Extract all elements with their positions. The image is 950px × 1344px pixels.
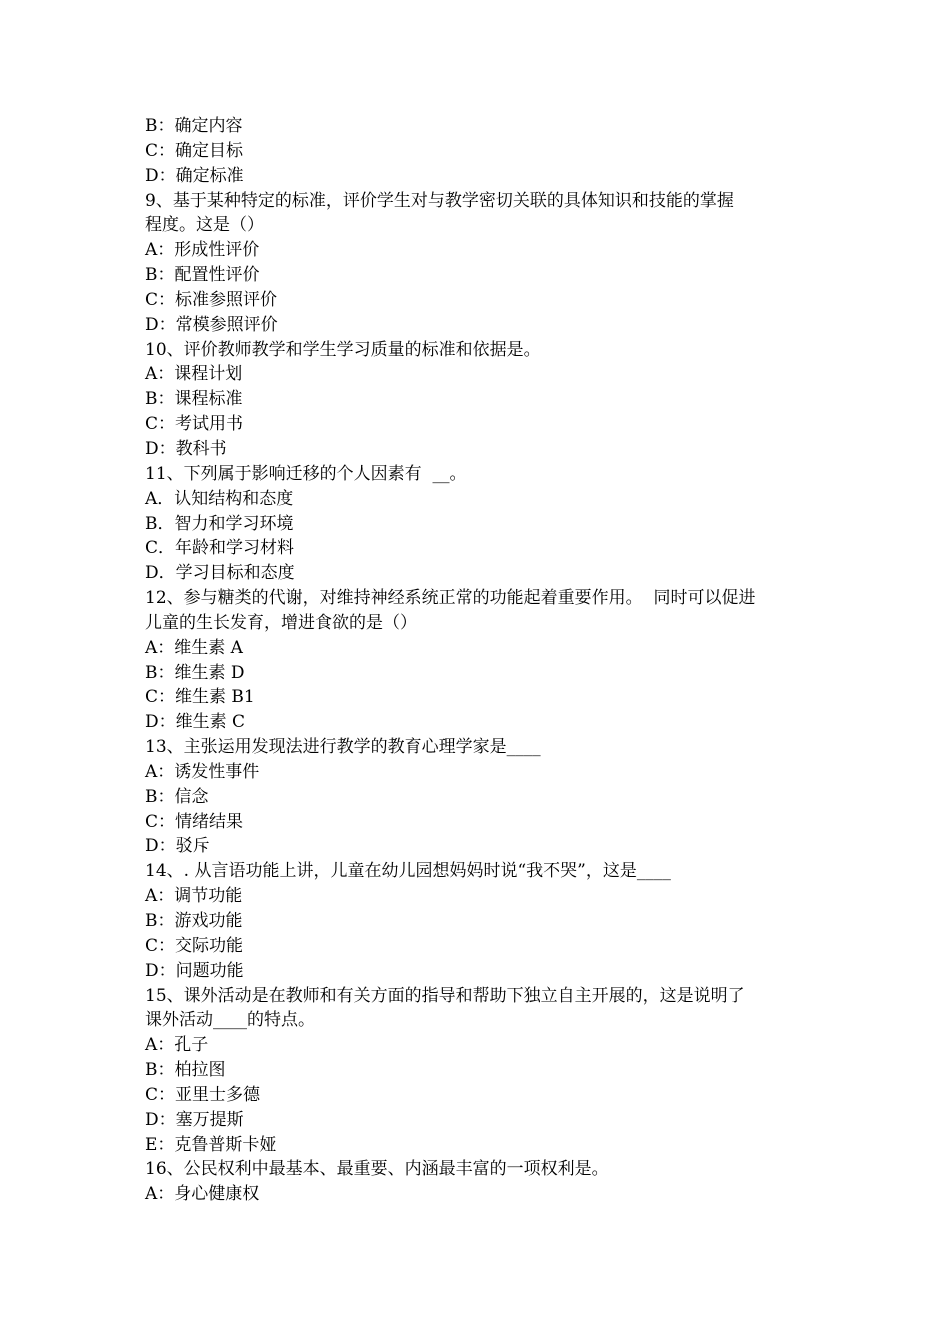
question-line: 程度。这是（） — [145, 215, 264, 236]
question-line: 15、课外活动是在教师和有关方面的指导和帮助下独立自主开展的，这是说明了 — [145, 985, 745, 1006]
option-line: A：调节功能 — [145, 886, 243, 907]
question-line: 16、公民权利中最基本、最重要、内涵最丰富的一项权利是。 — [145, 1159, 609, 1180]
text-line: C：确定目标 — [145, 140, 244, 161]
question-line: 11、下列属于影响迁移的个人因素有 __。 — [145, 463, 467, 484]
document-page — [145, 114, 815, 1207]
option-line: A：孔子 — [145, 1035, 209, 1056]
option-line: B：游戏功能 — [145, 911, 243, 931]
question-line: 14、. 从言语功能上讲，儿童在幼儿园想妈妈时说“我不哭”，这是____ — [145, 861, 671, 882]
option-line: C：交际功能 — [145, 935, 244, 956]
option-line: C：亚里士多德 — [145, 1084, 261, 1105]
option-line: B：配置性评价 — [145, 265, 260, 286]
option-line: D：教科书 — [145, 438, 227, 459]
option-line: C：维生素 B1 — [145, 687, 255, 708]
option-line: B：柏拉图 — [145, 1060, 226, 1081]
option-line: D．学习目标和态度 — [145, 563, 295, 584]
option-line: B：课程标准 — [145, 389, 243, 410]
question-line: 12、参与糖类的代谢，对维持神经系统正常的功能起着重要作用。 同时可以促进 — [145, 588, 756, 609]
option-line: A：诱发性事件 — [145, 761, 260, 782]
question-line: 10、评价教师教学和学生学习质量的标准和依据是。 — [145, 339, 541, 360]
text-line: B：确定内容 — [145, 116, 243, 136]
option-line: A：维生素 A — [145, 637, 243, 658]
option-line: C：标准参照评价 — [145, 289, 278, 310]
option-line: C：情绪结果 — [145, 811, 244, 832]
option-line: A：身心健康权 — [145, 1184, 260, 1205]
text-line: D：确定标准 — [145, 165, 244, 186]
question-line: 儿童的生长发育，增进食欲的是（） — [145, 612, 417, 633]
question-line: 9、基于某种特定的标准，评价学生对与教学密切关联的具体知识和技能的掌握 — [145, 190, 734, 211]
option-line: D：常模参照评价 — [145, 314, 278, 335]
option-line: B．智力和学习环境 — [145, 513, 294, 534]
option-line: D：问题功能 — [145, 960, 244, 981]
option-line: D：塞万提斯 — [145, 1109, 244, 1130]
option-line: C：考试用书 — [145, 414, 244, 435]
option-line: A．认知结构和态度 — [145, 488, 294, 509]
question-line: 课外活动____的特点。 — [145, 1010, 315, 1031]
option-line: E：克鲁普斯卡娅 — [145, 1134, 277, 1155]
question-line: 13、主张运用发现法进行教学的教育心理学家是____ — [145, 737, 541, 758]
option-line: D：驳斥 — [145, 836, 210, 857]
option-line: D：维生素 C — [145, 712, 246, 733]
option-line: C．年龄和学习材料 — [145, 538, 295, 559]
option-line: B：维生素 D — [145, 662, 245, 683]
option-line: B：信念 — [145, 786, 209, 807]
option-line: A：课程计划 — [145, 364, 243, 385]
option-line: A：形成性评价 — [145, 240, 260, 261]
